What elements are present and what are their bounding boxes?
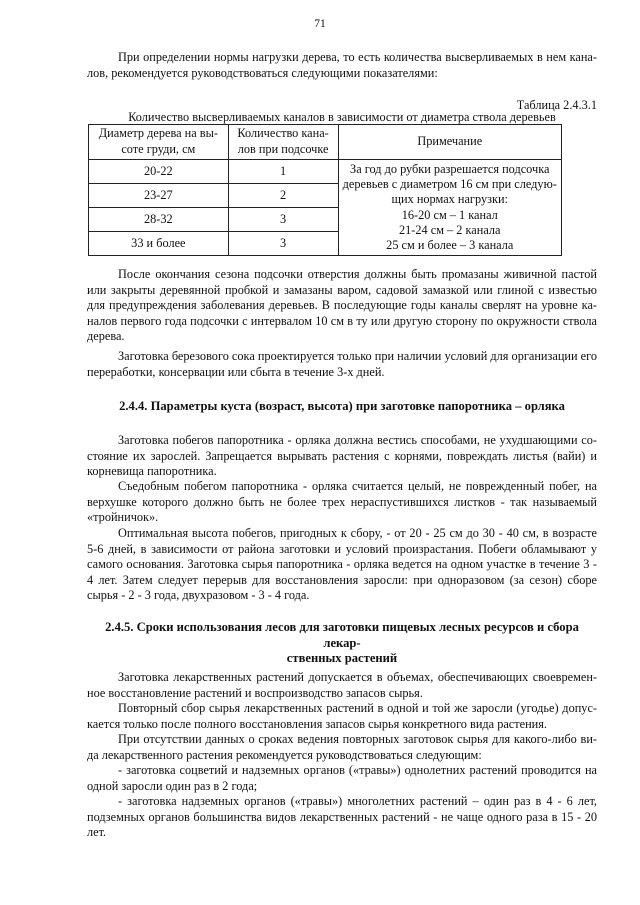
paragraph-no-data bbox=[87, 732, 597, 763]
text-line: для предупреждения заболевания деревьев. В последующие годы каналы сверлят на уровне ка- bbox=[87, 298, 597, 313]
text-line: Оптимальная высота побегов, пригодных к сбору, - от 20 - 25 см до 30 - 40 см, в возрасте bbox=[118, 526, 597, 540]
text-line: Заготовка побегов папоротника - орляка должна вестись способами, не ухудшающими со- bbox=[118, 433, 597, 447]
intro-paragraph bbox=[87, 50, 597, 81]
text-line: Съедобным побегом папоротника - орляка считается целый, не поврежденный побег, на bbox=[118, 479, 597, 493]
page-number: 71 bbox=[314, 18, 326, 30]
text-line: дерева. bbox=[87, 329, 125, 344]
paragraph-edible-shoot bbox=[87, 479, 597, 526]
text-line: Повторный сбор сырья лекарственных растений в одной и той же заросли (угодье) допус- bbox=[118, 701, 597, 715]
paragraph-shoot-height bbox=[87, 526, 597, 604]
paragraph-repeat-collection bbox=[87, 701, 597, 732]
header-diameter: Диаметр дерева на вы- соте груди, см bbox=[89, 125, 229, 160]
paragraph-fern-harvest bbox=[87, 433, 597, 480]
text-line: При определении нормы нагрузки дерева, то есть количества высверливаемых в нем кана- bbox=[118, 50, 597, 64]
paragraph-birch-sap bbox=[87, 349, 597, 380]
text-line: кается только после полного восстановления запасов сырья конкретного вида растения. bbox=[87, 716, 547, 731]
text-line: корневища папоротника. bbox=[87, 464, 217, 479]
text-line: верхушке которого должно быть не более трех нераспустившихся листков - так называемый bbox=[87, 494, 597, 509]
text-line: лов, рекомендуется руководствоваться следующими показателями: bbox=[87, 65, 438, 80]
header-note: Примечание bbox=[338, 125, 562, 160]
list-item-annual-plants bbox=[87, 763, 597, 794]
text-line: стояние их зарослей. Запрещается вырывать растения с корнями, повреждать листья (вайи) и bbox=[87, 448, 597, 463]
text-line: 4 лет. Затем следует перерыв для восстановления заросли: при одноразовом (за сезон) сборе bbox=[87, 572, 597, 587]
text-line: - заготовка соцветий и надземных органов («травы») однолетних растений проводится на bbox=[118, 763, 597, 777]
text-line: «тройничок». bbox=[87, 510, 159, 525]
text-line: - заготовка надземных органов («травы») многолетних растений – один раз в 4 - 6 лет, bbox=[118, 794, 597, 808]
text-line: самого основания. Заготовка сырья папоротника - орляка ведется на одном участке в течение 3 - bbox=[87, 557, 597, 572]
text-line: При отсутствии данных о сроках ведения повторных заготовок сырья для какого-либо ви- bbox=[118, 732, 597, 746]
cell-diameter: 23-27 bbox=[89, 184, 229, 208]
text-line: сырья - 2 - 3 года, двухразовом - 3 - 4 года. bbox=[87, 588, 310, 603]
text-line: одной заросли один раз в 2 года; bbox=[87, 778, 258, 793]
text-line: лет. bbox=[87, 825, 107, 840]
text-line: подземных органов большинства видов лекарственных растений - не чаще одного раза в 15 - 20 bbox=[87, 809, 597, 824]
table-caption: Количество высверливаемых каналов в зависимости от диаметра ствола деревьев bbox=[128, 110, 556, 124]
text-line: или закрыты деревянной пробкой и замазаны варом, садовой замазкой или глиной с известью bbox=[87, 282, 597, 297]
header-channels: Количество кана- лов при подсочке bbox=[228, 125, 338, 160]
cell-channels: 3 bbox=[228, 208, 338, 232]
list-item-perennial-plants bbox=[87, 794, 597, 841]
cell-channels: 3 bbox=[228, 232, 338, 256]
heading-line: ственных растений bbox=[286, 651, 398, 666]
text-line: ное восстановление растений и воспроизводство запасов сырья. bbox=[87, 685, 423, 700]
cell-diameter: 33 и более bbox=[89, 232, 229, 256]
heading-line: 2.4.5. Сроки использования лесов для заготовки пищевых лесных ресурсов и сбора лекар- bbox=[105, 620, 579, 650]
cell-channels: 1 bbox=[228, 160, 338, 184]
paragraph-medicinal-volume bbox=[87, 670, 597, 701]
text-line: 5-6 дней, в зависимости от района заготовки и условий произрастания. Побеги обламывают у bbox=[87, 541, 597, 556]
text-line: да лекарственного растения рекомендуется руководствоваться следующим: bbox=[87, 747, 482, 762]
section-heading-2-4-4: 2.4.4. Параметры куста (возраст, высота) при заготовке папоротника – орляка bbox=[119, 399, 565, 413]
text-line: Заготовка березового сока проектируется только при наличии условий для организации его bbox=[118, 349, 597, 363]
table-row bbox=[89, 160, 562, 184]
cell-channels: 2 bbox=[228, 184, 338, 208]
text-line: налов первого года подсочки с интервалом 10 см в ту или другую сторону по окружности ствола bbox=[87, 313, 597, 328]
section-heading-2-4-5 bbox=[87, 620, 597, 667]
paragraph-resin-paste bbox=[87, 267, 597, 345]
cell-diameter: 28-32 bbox=[89, 208, 229, 232]
table-header-row bbox=[89, 125, 562, 160]
cell-diameter: 20-22 bbox=[89, 160, 229, 184]
table-label: Таблица 2.4.3.1 bbox=[516, 98, 597, 112]
cell-note: За год до рубки разрешается подсочка деревьев с диаметром 16 см при следую- щих нормах нагрузки: 16-20 см – 1 канал 21-24 см – 2 канала 25 см и более – 3 канала bbox=[338, 160, 562, 256]
text-line: После окончания сезона подсочки отверстия должны быть промазаны живичной пастой bbox=[118, 267, 597, 281]
text-line: Заготовка лекарственных растений допускается в объемах, обеспечивающих своевремен- bbox=[118, 670, 597, 684]
text-line: переработки, консервации или сбыта в течение 3-х дней. bbox=[87, 364, 385, 379]
channels-table bbox=[88, 124, 562, 256]
